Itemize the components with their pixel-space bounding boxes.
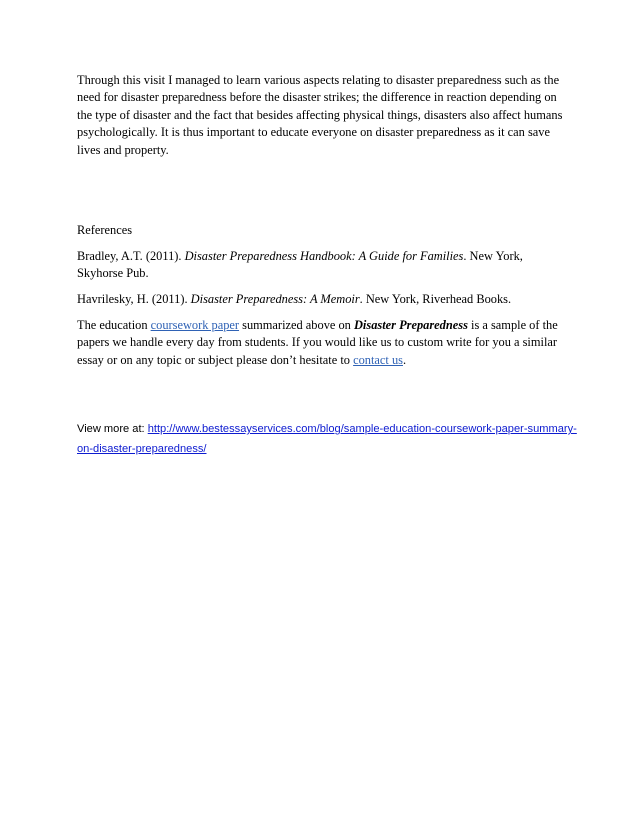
promo-text: . xyxy=(402,352,407,367)
view-more-line xyxy=(77,419,577,459)
promo-text: The education xyxy=(77,318,151,332)
reference-title: Disaster Preparedness Handbook: A Guide for Families xyxy=(184,249,464,263)
contact-us-link[interactable]: contact us xyxy=(353,352,403,367)
reference-item xyxy=(77,248,567,283)
reference-author: Havrilesky, H. (2011). xyxy=(77,292,191,306)
promo-paragraph xyxy=(77,317,567,369)
promo-emphasis: Disaster Preparedness xyxy=(353,318,468,332)
view-more-link[interactable]: http://www.bestessayservices.com/blog/sample-education-coursework-paper-summary-on-disaster-preparedness/ xyxy=(77,423,577,455)
reference-author: Bradley, A.T. (2011). xyxy=(77,249,185,263)
reference-item xyxy=(77,291,567,308)
promo-text: summarized above on xyxy=(239,318,354,332)
references-heading: References xyxy=(77,223,133,237)
promo-text: is a sample of the papers we handle every day from students. If you would like us to custom write for you a similar essay or on any topic or subject please don’t hesitate to xyxy=(77,318,558,367)
body-paragraph: Through this visit I managed to learn various aspects relating to disaster preparedness such as the need for disaster preparedness before the disaster strikes; the difference in reaction depending on the type of disaster and the fact that besides affecting physical things, disasters also affect humans psychologically. It is thus important to educate everyone on disaster preparedness as it can save lives and property. xyxy=(77,73,563,157)
view-more-label: View more at: xyxy=(77,423,148,435)
reference-publisher: . New York, Riverhead Books. xyxy=(359,292,512,306)
reference-title: Disaster Preparedness: A Memoir xyxy=(190,292,360,306)
reference-publisher: . New York, Skyhorse Pub. xyxy=(77,249,523,281)
coursework-paper-link[interactable]: coursework paper xyxy=(150,318,240,332)
